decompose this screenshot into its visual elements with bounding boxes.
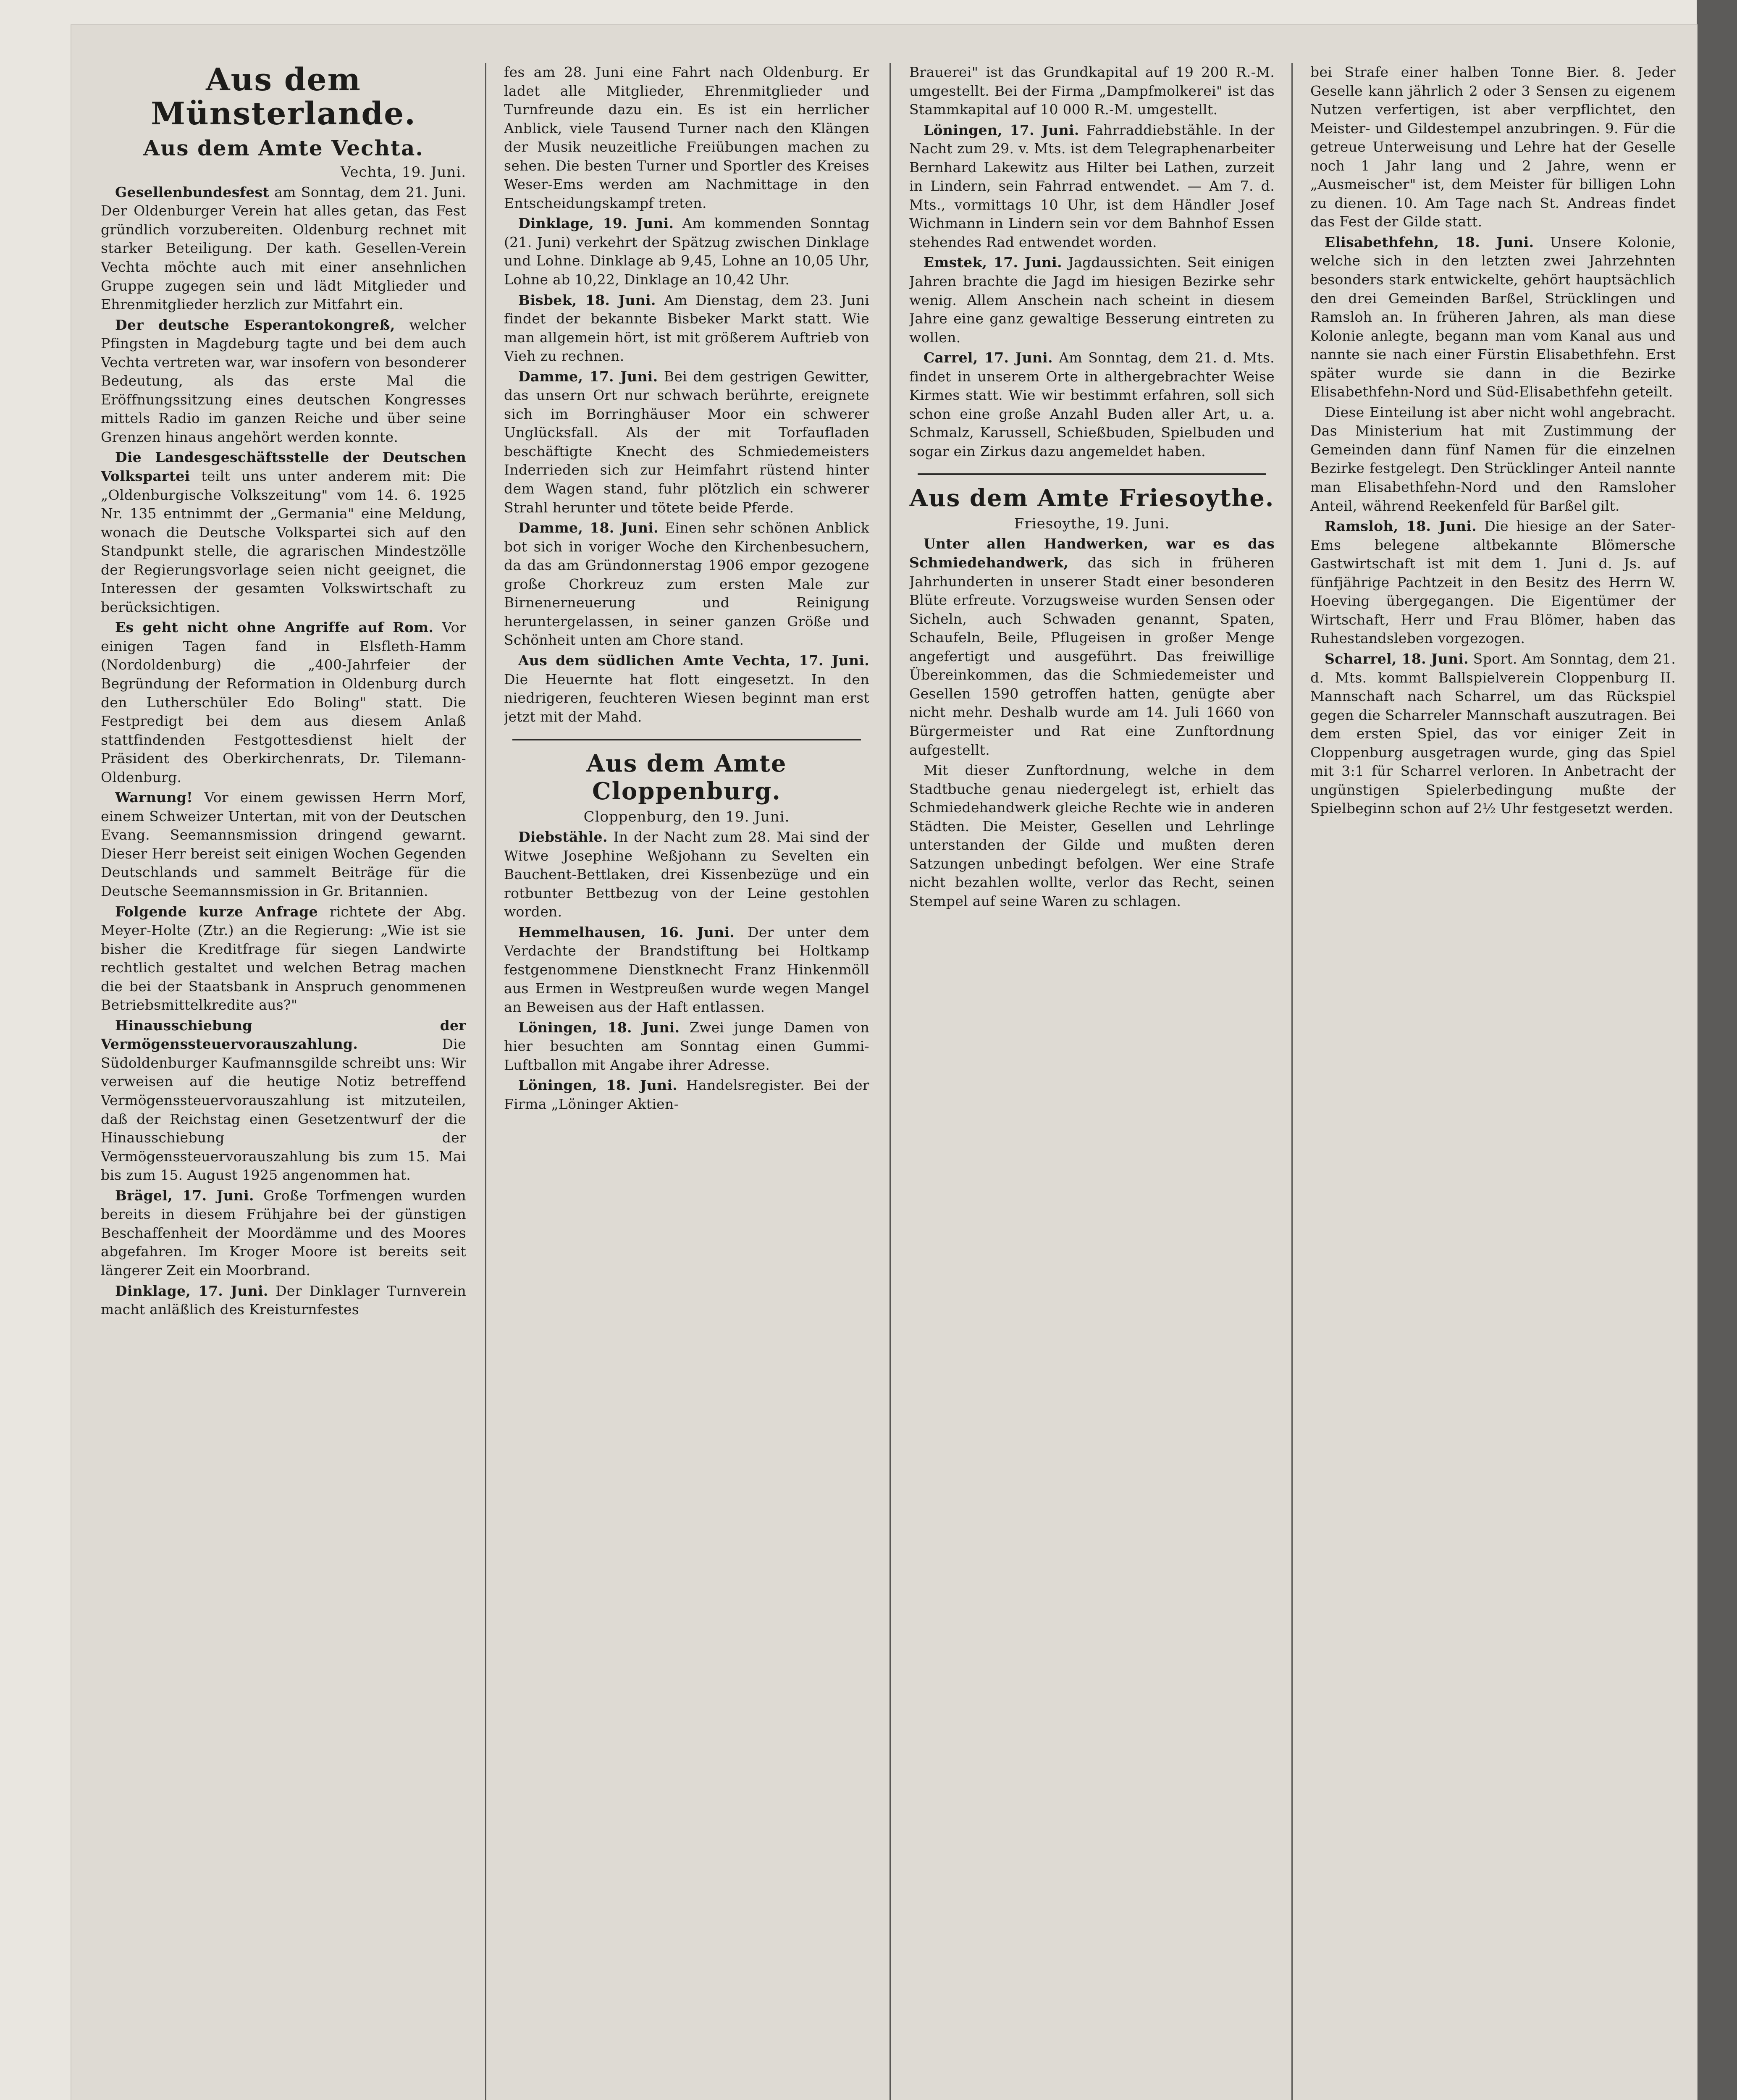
article [101,316,466,447]
article-body: bei Strafe einer halben Tonne Bier. 8. Jeder Geselle kann jährlich 2 oder 3 Sensen zu eigenem Nutzen verfertigen, ist aber verpflichtet, den Meister- und Gildestempel anzubringen. 9. Für die getreue Unterweisung und Lehre hat der Geselle noch 1 Jahr lang und 2 Jahre, wenn er „Ausmeischer" ist, dem Meister für billigen Lohn zu dienen. 10. Am Tage nach St. Andreas findet das Fest der Gilde statt. [1310,64,1676,230]
article [504,1018,869,1075]
article-title: Warnung! [115,789,193,806]
article-body: Handelsregister. Bei der Firma „Löninger Aktien- [504,1077,869,1112]
article-title: Der deutsche Esperantokongreß, [115,316,395,333]
article-body: Jagdaussichten. Seit einigen Jahren brachte die Jagd im hiesigen Bezirke sehr wenig. Allem Anschein nach scheint in diesem Jahre eine ganz gewaltige Besserung eintreten zu wollen. [909,254,1275,346]
article-title: Hinausschiebung der Vermögenssteuervorauszahlung. [101,1017,466,1053]
article [504,519,869,650]
article [504,63,869,213]
section-heading: Aus dem Amte Cloppenburg. [586,750,787,806]
article [101,448,466,617]
article [504,291,869,366]
article-body: Die Südoldenburger Kaufmannsgilde schreibt uns: Wir verweisen auf die heutige Notiz betreffend Vermögenssteuervorauszahlung ist mitzuteilen, daß der Reichstag einen Gesetzentwurf der die Hinausschiebung der Vermögenssteuervorauszahlung bis zum 15. Mai bis zum 15. August 1925 angenommen hat. [101,1036,466,1184]
scan-edge-band [1697,0,1737,2100]
section-divider [512,739,861,740]
article [504,651,869,726]
article-title: Scharrel, 18. Juni. [1325,650,1469,667]
article [909,349,1275,461]
article-title: Damme, 17. Juni. [518,368,658,385]
article-body: Am kommenden Sonntag (21. Juni) verkehrt der Spätzug zwischen Dinklage und Lohne. Dinklage ab 9,45, Lohne an 10,05 Uhr, Lohne ab 10,22, Dinklage an 10,42 Uhr. [504,215,869,288]
article-body: Die hiesige an der Sater-Ems belegene altbekannte Blömersche Gastwirtschaft ist mit dem 1. Juni d. Js. auf fünfjährige Pachtzeit in den Besitz des Herrn W. Hoeving übergegangen. Die Eigentümer der Wirtschaft, Herr und Frau Blömer, haben das Ruhestandsleben vorgezogen. [1310,518,1676,647]
article-body: Sport. Am Sonntag, dem 21. d. Mts. kommt Ballspielverein Cloppenburg II. Mannschaft nach Scharrel, um das Rückspiel gegen die Scharreler Mannschaft auszutragen. Bei dem ersten Spiel, das vor einiger Zeit in Cloppenburg ausgetragen wurde, ging das Spiel mit 3:1 für Scharrel verloren. In Anbetracht der ungünstigen Spielerbedingung mußte der Spielbeginn schon auf 2½ Uhr festgesetzt werden. [1310,650,1676,817]
article-title: Löningen, 18. Juni. [518,1077,678,1094]
article-title: Bisbek, 18. Juni. [518,291,656,308]
article [504,1076,869,1113]
article-body: Der unter dem Verdachte der Brandstiftung bei Holtkamp festgenommene Dienstknecht Franz Hinkenmöll aus Ermen in Westpreußen wurde wegen Mangel an Beweisen aus der Haft entlassen. [504,924,869,1016]
article [101,1186,466,1280]
article [101,1016,466,1185]
article-body: das sich in früheren Jahrhunderten in unserer Stadt einer besonderen Blüte erfreute. Vorzugsweise wurden Sensen oder Sicheln, auch Schwaden genannt, Spaten, Schaufeln, Beile, Pflugeisen in großer Menge angefertigt und ausgeführt. Das freiwillige Übereinkommen, das die Schmiedemeister und Gesellen 1590 getroffen hatten, genügte aber nicht mehr. Deshalb wurde am 14. Juli 1660 von Bürgermeister und Rat eine Zunftordnung aufgestellt. [909,554,1275,758]
article-body: am Sonntag, dem 21. Juni. Der Oldenburger Verein hat alles getan, das Fest gründlich vorzubereiten. Oldenburg rechnet mit starker Beteiligung. Der kath. Gesellen-Verein Vechta möchte auch mit einer ansehnlichen Gruppe zugegen sein und lädt Mitglieder und Ehrenmitglieder herzlich zur Mitfahrt ein. [101,184,466,313]
article [909,121,1275,252]
article-title: Unter allen Handwerken, war es das Schmiedehandwerk, [909,536,1275,571]
article-title: Diebstähle. [518,829,608,845]
article-title: Gesellenbundesfest [115,184,269,200]
section-heading: Aus dem Amte Friesoythe. [909,484,1275,512]
section-subheading: Aus dem Amte Vechta. [143,135,424,160]
article-body: Brauerei" ist das Grundkapital auf 19 200 R.-M. umgestellt. Bei der Firma „Dampfmolkerei" ist das Stammkapital auf 10 000 R.-M. umgestellt. [909,64,1275,118]
article-title: Brägel, 17. Juni. [115,1187,254,1204]
article-title: Carrel, 17. Juni. [924,349,1053,366]
article-body: fes am 28. Juni eine Fahrt nach Oldenburg. Er ladet alle Mitglieder, Ehrenmitglieder und Turnfreunde dazu ein. Es ist ein herrlicher Anblick, viele Tausend Turner nach den Klängen der Musik neuzeitliche Freiübungen machen zu sehen. Die besten Turner und Sportler des Kreises Weser-Ems werden am Nachmittage in den Entscheidungskampf treten. [504,64,869,211]
article [101,903,466,1015]
column-rule [485,63,486,2100]
article-body: Am Dienstag, dem 23. Juni findet der bekannte Bisbeker Markt statt. Wie man allgemein hört, ist mit größerem Auftrieb von Vieh zu rechnen. [504,291,869,365]
article-body: richtete der Abg. Meyer-Holte (Ztr.) an die Regierung: „Wie ist sie bisher die Kreditfrage für siegen Landwirte rechtlich gestaltet und welchen Betrag machen die bei der Staatsbank in Anspruch genommenen Betriebsmittelkredite aus?" [101,903,466,1013]
article-body: In der Nacht zum 28. Mai sind der Witwe Josephine Weßjohann zu Sevelten ein Bauchent-Bettlaken, drei Kissenbezüge und ein rotbunter Bettbezug von der Leine gestohlen worden. [504,829,869,920]
article-body: Fahrraddiebstähle. In der Nacht zum 29. v. Mts. ist dem Telegraphenarbeiter Bernhard Lakewitz aus Hilter bei Lathen, zurzeit in Lindern, sein Fahrrad entwendet. — Am 7. d. Mts., vormittags 10 Uhr, ist dem Händler Josef Wichmann in Lindern sein vor dem Bahnhof Essen stehendes Rad entwendet worden. [909,121,1275,250]
article-body: Einen sehr schönen Anblick bot sich in voriger Woche den Kirchenbesuchern, da das am Gründonnerstag 1906 empor gezogene große Chorkreuz zum ersten Male zur Birnenerneuerung und Reinigung heruntergelassen, in seiner ganzen Größe und Schönheit unten am Chore stand. [504,520,869,648]
article-title: Löningen, 17. Juni. [924,121,1079,138]
article-body: Mit dieser Zunftordnung, welche in dem Stadtbuche genau niedergelegt ist, erhielt das Schmiedehandwerk gleiche Rechte wie in anderen Städten. Die Meister, Gesellen und Lehrlinge unterstanden der Gilde und mußten deren Satzungen unbedingt befolgen. Wer eine Strafe nicht bezahlen wollte, verlor das Recht, seinen Stempel auf seine Waren zu schlagen. [909,762,1275,909]
dateline: Vechta, 19. Juni. [340,163,466,181]
article [504,368,869,517]
article-title: Hemmelhausen, 16. Juni. [518,924,735,940]
column-rule [889,63,891,2100]
article-title: Ramsloh, 18. Juni. [1325,518,1477,535]
article [909,63,1275,119]
article-body: welcher Pfingsten in Magdeburg tagte und bei dem auch Vechta vertreten war, war insofern von besonderer Bedeutung, als das erste Mal die Eröffnungssitzung eines deutschen Kongresses mittels Radio im ganzen Reiche und über seine Grenzen hinaus angehört werden konnte. [101,316,466,445]
column-2 [504,63,869,2100]
article [909,535,1275,759]
article-title: Dinklage, 19. Juni. [518,215,674,232]
article-body: Große Torfmengen wurden bereits in diesem Frühjahre bei der günstigen Beschaffenheit der Moordämme und des Moores abgefahren. Im Kroger Moore ist bereits seit längerer Zeit ein Moorbrand. [101,1187,466,1278]
article-title: Es geht nicht ohne Angriffe auf Rom. [115,619,434,636]
column-rule [1291,63,1293,2100]
article-body: teilt uns unter anderem mit: Die „Oldenburgische Volkszeitung" vom 14. 6. 1925 Nr. 135 entnimmt der „Germania" eine Meldung, wonach die Deutsche Volkspartei sich auf den Standpunkt stelle, die agrarischen Mindestzölle der Regierungsvorlage seien nicht geeignet, die Interessen der gesamten Volkswirtschaft zu berücksichtigen. [101,467,466,615]
article-body: Bei dem gestrigen Gewitter, das unsern Ort nur schwach berührte, ereignete sich im Borringhäuser Moor ein schwerer Unglücksfall. Als der mit Torfaufladen beschäftigte Knecht des Schmiedemeisters Inderrieden sich zur Heimfahrt rüstend hinter dem Wagen stand, fuhr plötzlich ein schwerer Strahl herunter und tötete beide Pferde. [504,368,869,516]
article-body: Vor einem gewissen Herrn Morf, einem Schweizer Untertan, mit von der Deutschen Evang. Seemannsmission dringend gewarnt. Dieser Herr bereist seit einigen Wochen Gegenden Deutschlands und sammelt Beiträge für die Deutsche Seemannsmission in Gr. Britannien. [101,789,466,900]
article [1310,63,1676,231]
article [1310,403,1676,515]
article [101,788,466,900]
article-title: Dinklage, 17. Juni. [115,1282,268,1299]
dateline: Friesoythe, 19. Juni. [1014,515,1170,533]
column-1 [101,63,466,2100]
article-body: Diese Einteilung ist aber nicht wohl angebracht. Das Ministerium hat mit Zustimmung der Gemeinden dann fünf Namen für die einzelnen Bezirke festgelegt. Den Strücklinger Anteil nannte man Elisabethfehn-Nord und den Ramsloher Anteil, während Reekenfeld für Barßel gilt. [1310,404,1676,514]
article-title: Elisabethfehn, 18. Juni. [1325,234,1534,250]
column-4 [1310,63,1676,2100]
column-3 [909,63,1275,2100]
article [909,761,1275,911]
article [1310,517,1676,648]
article-body: Der Dinklager Turnverein macht anläßlich des Kreisturnfestes [101,1282,466,1318]
article-title: Damme, 18. Juni. [518,520,659,536]
article [504,214,869,289]
article-title: Die Landesgeschäftsstelle der Deutschen Volkspartei [101,449,466,484]
article-body: Am Sonntag, dem 21. d. Mts. findet in unserem Orte in althergebrachter Weise Kirmes statt. Wie wir bestimmt erfahren, soll sich schon eine große Anzahl Buden aller Art, u. a. Schmalz, Karussell, Schießbuden, Spielbuden und sogar ein Zirkus dazu angemeldet haben. [909,349,1275,459]
article-body: Zwei junge Damen von hier besuchten am Sonntag einen Gummi-Luftballon mit Angabe ihrer Adresse. [504,1019,869,1073]
article [909,253,1275,347]
article [101,1282,466,1319]
article-title: Emstek, 17. Juni. [924,254,1062,271]
article [101,183,466,314]
article [1310,233,1676,402]
article [1310,650,1676,818]
section-divider [918,473,1266,475]
article [101,618,466,787]
article-body: Die Heuernte hat flott eingesetzt. In den niedrigeren, feuchteren Wiesen beginnt man erst jetzt mit der Mahd. [504,671,869,725]
article [504,923,869,1017]
article-body: Unsere Kolonie, welche sich in den letzten zwei Jahrzehnten besonders stark entwickelte, gehört hauptsächlich den drei Gemeinden Barßel, Strücklingen und Ramsloh an. In früheren Jahren, als man diese Kolonie anlegte, begann man vom Kanal aus und nannte sie nach einer Fürstin Elisabethfehn. Erst später wurde sie dann in die Bezirke Elisabethfehn-Nord und Süd-Elisabethfehn geteilt. [1310,234,1676,400]
article-title: Aus dem südlichen Amte Vechta, 17. Juni. [518,652,869,669]
article-title: Folgende kurze Anfrage [115,903,318,920]
dateline: Cloppenburg, den 19. Juni. [583,808,790,826]
article [504,828,869,921]
article-body: Vor einigen Tagen fand in Elsfleth-Hamm (Nordoldenburg) die „400-Jahrfeier der Begründung der Reformation in Oldenburg durch den Lutherschüler Edo Boling" statt. Die Festpredigt bei dem aus diesem Anlaß stattfindenden Festgottesdienst hielt der Präsident des Oberkirchenrats, Dr. Tilemann-Oldenburg. [101,619,466,785]
article-title: Löningen, 18. Juni. [518,1019,680,1036]
section-heading: Aus dem Münsterlande. [151,63,416,132]
